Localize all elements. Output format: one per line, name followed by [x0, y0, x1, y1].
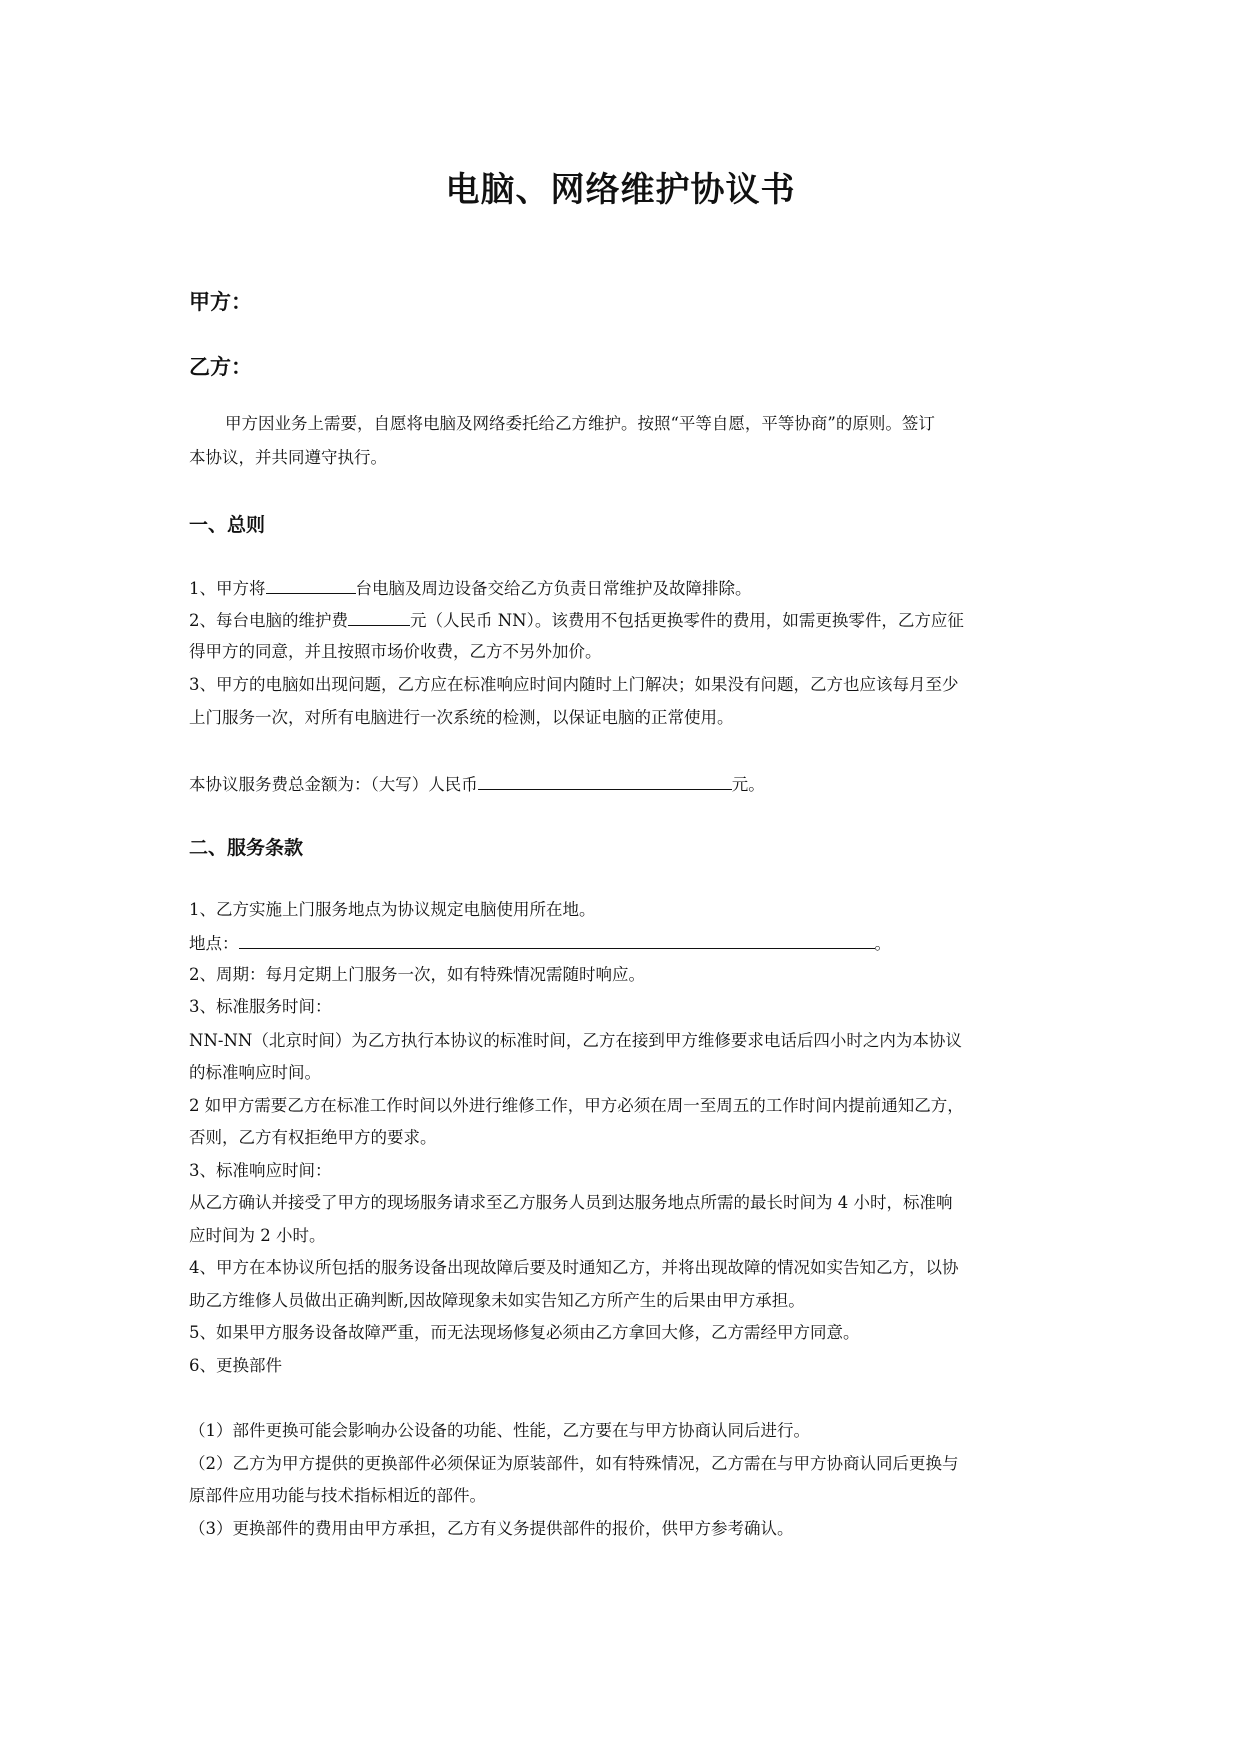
section-2-line-1: 1、乙方实施上门服务地点为协议规定电脑使用所在地。 — [189, 900, 596, 919]
total-text-before: 本协议服务费总金额为：（大写）人民币 — [189, 775, 478, 794]
computer-count-blank — [266, 577, 356, 594]
item-2-text-after: 元（人民币 NN）。该费用不包括更换零件的费用，如需更换零件，乙方应征 — [410, 611, 964, 630]
section-2-line-4: 3、标准服务时间： — [189, 997, 332, 1016]
party-b-label: 乙方： — [189, 355, 252, 379]
total-amount-line — [189, 773, 765, 795]
section-2-line-12: 4、甲方在本协议所包括的服务设备出现故障后要及时通知乙方，并将出现故障的情况如实告知乙方，以协 — [189, 1258, 959, 1277]
intro-line-1: 甲方因业务上需要，自愿将电脑及网络委托给乙方维护。按照“平等自愿，平等协商”的原则。签订 — [225, 414, 935, 433]
location-label: 地点： — [189, 934, 239, 953]
section-2-line-15: 6、更换部件 — [189, 1356, 282, 1375]
total-amount-blank — [478, 773, 732, 790]
section-2-line-5: NN-NN（北京时间）为乙方执行本协议的标准时间，乙方在接到甲方维修要求电话后四小时之内为本协议 — [189, 1031, 962, 1050]
section-2-line-3: 2、周期：每月定期上门服务一次，如有特殊情况需随时响应。 — [189, 965, 645, 984]
section-1-item-2 — [189, 609, 964, 631]
section-2-line-13: 助乙方维修人员做出正确判断,因故障现象未如实告知乙方所产生的后果由甲方承担。 — [189, 1291, 805, 1310]
location-blank — [239, 932, 875, 949]
section-2-line-16: （1）部件更换可能会影响办公设备的功能、性能，乙方要在与甲方协商认同后进行。 — [189, 1421, 810, 1440]
section-2-line-19: （3）更换部件的费用由甲方承担，乙方有义务提供部件的报价，供甲方参考确认。 — [189, 1519, 794, 1538]
document-title: 电脑、网络维护协议书 — [445, 170, 796, 210]
section-1-item-1 — [189, 577, 752, 599]
section-2-line-6: 的标准响应时间。 — [189, 1063, 321, 1082]
section-2-heading: 二、服务条款 — [189, 837, 304, 859]
section-1-item-3-line-1: 3、甲方的电脑如出现问题，乙方应在标准响应时间内随时上门解决；如果没有问题，乙方也应该每月至少 — [189, 675, 959, 694]
total-text-after: 元。 — [731, 775, 765, 794]
section-1-heading: 一、总则 — [189, 514, 266, 536]
section-2-line-18: 原部件应用功能与技术指标相近的部件。 — [189, 1486, 486, 1505]
section-2-line-8: 否则，乙方有权拒绝甲方的要求。 — [189, 1128, 437, 1147]
section-2-line-17: （2）乙方为甲方提供的更换部件必须保证为原装部件，如有特殊情况，乙方需在与甲方协商认同后更换与 — [189, 1454, 959, 1473]
item-1-text-after: 台电脑及周边设备交给乙方负责日常维护及故障排除。 — [355, 579, 752, 598]
location-end: 。 — [874, 934, 891, 953]
item-2-text-before: 2、每台电脑的维护费 — [189, 611, 348, 630]
section-2-line-10: 从乙方确认并接受了甲方的现场服务请求至乙方服务人员到达服务地点所需的最长时间为 4 小时，标准响 — [189, 1193, 953, 1212]
section-1-item-2-line-2: 得甲方的同意，并且按照市场价收费，乙方不另外加价。 — [189, 642, 602, 661]
section-1-item-3-line-2: 上门服务一次，对所有电脑进行一次系统的检测，以保证电脑的正常使用。 — [189, 708, 734, 727]
section-2-line-14: 5、如果甲方服务设备故障严重，而无法现场修复必须由乙方拿回大修，乙方需经甲方同意。 — [189, 1323, 860, 1342]
maintenance-fee-blank — [348, 609, 410, 626]
section-2-line-7: 2 如甲方需要乙方在标准工作时间以外进行维修工作，甲方必须在周一至周五的工作时间内提前通知乙方， — [189, 1096, 964, 1115]
item-1-text-before: 1、甲方将 — [189, 579, 266, 598]
section-2-line-11: 应时间为 2 小时。 — [189, 1226, 326, 1245]
section-2-location-line — [189, 932, 891, 954]
party-a-label: 甲方： — [189, 290, 252, 314]
section-2-line-9: 3、标准响应时间： — [189, 1161, 332, 1180]
intro-line-2: 本协议，并共同遵守执行。 — [189, 448, 387, 467]
